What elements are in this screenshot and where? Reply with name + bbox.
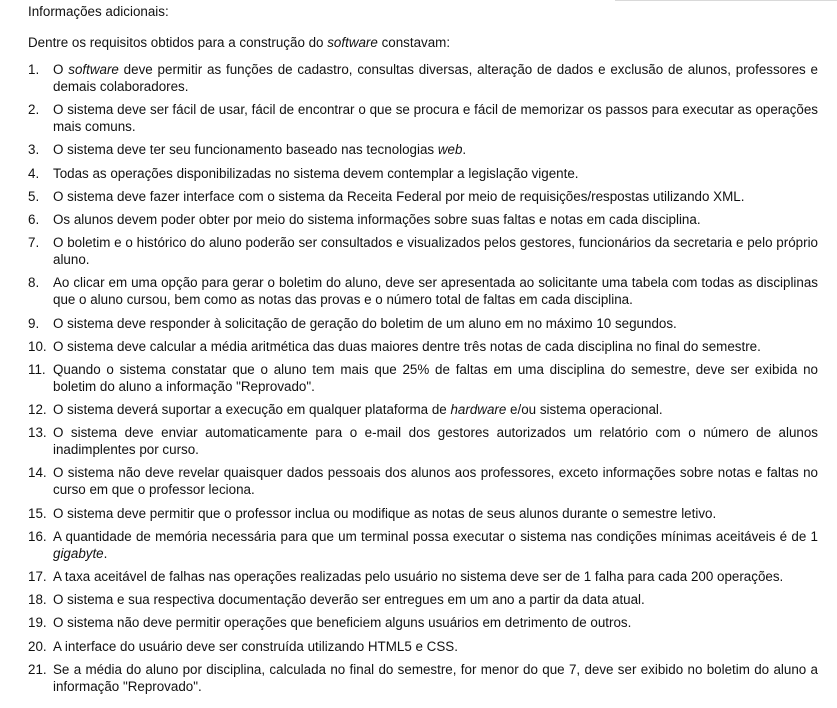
requirement-number: 7. — [28, 235, 40, 251]
requirement-number: 19. — [28, 615, 47, 631]
intro-text-after: constavam: — [377, 35, 451, 50]
requirement-text — [53, 661, 818, 695]
requirement-text-run: A quantidade de memória necessária para que um terminal possa executar o sistema nas condições mínimas aceitáveis é de 1 — [53, 528, 818, 544]
requirement-text — [53, 464, 818, 498]
requirement-text-run: deve permitir as funções de cadastro, consultas diversas, alteração de dados e exclusão de alunos, professores e demais colaboradores. — [53, 62, 818, 94]
requirement-text — [53, 591, 818, 608]
intro-paragraph — [28, 34, 818, 51]
requirement-text — [53, 614, 818, 631]
section-heading: Informações adicionais: — [28, 4, 169, 19]
requirement-item — [28, 661, 818, 695]
requirement-number: 15. — [28, 505, 47, 521]
requirement-text — [53, 361, 818, 395]
requirement-item — [28, 614, 818, 631]
requirement-number: 8. — [28, 275, 40, 291]
requirement-text — [53, 274, 818, 308]
requirement-number: 21. — [28, 661, 47, 677]
requirement-item — [28, 315, 818, 332]
requirement-text-run: . — [462, 142, 467, 158]
requirement-text-italic: web — [437, 142, 463, 158]
requirement-item — [28, 188, 818, 205]
requirement-number: 1. — [28, 62, 40, 77]
requirement-text — [53, 188, 818, 205]
requirement-text-run: e/ou sistema operacional. — [506, 402, 663, 418]
requirement-item — [28, 361, 818, 395]
requirement-number: 13. — [28, 425, 47, 441]
requirement-number: 14. — [28, 465, 47, 481]
requirement-text — [53, 338, 818, 355]
requirement-text — [53, 638, 818, 655]
requirement-text-run: O sistema deve ter seu funcionamento baseado nas tecnologias — [53, 142, 438, 158]
requirement-text — [53, 141, 818, 158]
requirement-item — [28, 141, 818, 158]
requirement-item — [28, 274, 818, 308]
requirement-text-run: O sistema deve enviar automaticamente para o e-mail dos gestores autorizados um relatório com o número de alunos inadimplentes por curso. — [53, 425, 818, 458]
requirement-number: 16. — [28, 528, 47, 544]
intro-text-italic: software — [327, 35, 378, 50]
requirement-text-run: O sistema deve ser fácil de usar, fácil de encontrar o que se procura e fácil de memorizar os passos para executar as operações mais comuns. — [53, 102, 818, 135]
requirement-number: 12. — [28, 402, 47, 418]
document-body — [28, 3, 818, 695]
requirement-item — [28, 528, 818, 562]
requirement-text-run: Todas as operações disponibilizadas no sistema devem contemplar a legislação vigente. — [53, 165, 579, 181]
requirement-item — [28, 505, 818, 522]
requirement-text-run: O sistema deve responder à solicitação de geração do boletim de um aluno em no máximo 10 segundos. — [53, 315, 677, 331]
requirement-text-run: O sistema deve fazer interface com o sistema da Receita Federal por meio de requisições/respostas utilizando XML. — [53, 188, 745, 204]
requirement-text-run: . — [103, 545, 108, 561]
requirement-number: 17. — [28, 569, 47, 584]
requirement-text — [53, 528, 818, 562]
requirement-text-italic: software — [68, 62, 119, 77]
requirement-item — [28, 401, 818, 418]
requirement-number: 9. — [28, 315, 40, 331]
requirement-number: 6. — [28, 211, 40, 227]
requirement-number: 20. — [28, 638, 47, 654]
requirement-text-italic: hardware — [450, 402, 507, 418]
requirement-item — [28, 165, 818, 182]
requirement-text — [53, 315, 818, 332]
requirement-number: 2. — [28, 102, 40, 118]
requirement-text-run: O sistema deve calcular a média aritmética das duas maiores dentre três notas de cada disciplina no final do semestre. — [53, 338, 761, 354]
requirement-text — [53, 61, 818, 95]
requirement-item — [28, 591, 818, 608]
requirement-text — [53, 568, 818, 585]
requirement-number: 10. — [28, 338, 47, 354]
requirement-text-italic: gigabyte — [53, 545, 104, 561]
requirement-item — [28, 211, 818, 228]
requirement-text-run: O sistema não deve revelar quaisquer dados pessoais dos alunos aos professores, exceto informações sobre notas e faltas no curso em que o professor leciona. — [53, 465, 818, 498]
requirement-text-run: O sistema deve permitir que o professor inclua ou modifique as notas de seus alunos durante o semestre letivo. — [53, 505, 717, 521]
requirement-item — [28, 424, 818, 458]
requirement-text-run: Quando o sistema constatar que o aluno tem mais que 25% de faltas em uma disciplina do semestre, deve ser exibida no boletim do aluno a informação "Reprovado". — [53, 361, 818, 394]
requirement-text — [53, 234, 818, 268]
requirement-text-run: O boletim e o histórico do aluno poderão ser consultados e visualizados pelos gestores, funcionários da secretaria e pelo próprio aluno. — [53, 235, 818, 268]
requirement-text — [53, 101, 818, 135]
requirement-number: 3. — [28, 142, 40, 158]
requirement-item — [28, 234, 818, 268]
requirement-text-run: O sistema não deve permitir operações que beneficiem alguns usuários em detrimento de outros. — [53, 615, 632, 631]
requirement-number: 4. — [28, 165, 40, 181]
requirement-item — [28, 338, 818, 355]
requirement-text-run: A taxa aceitável de falhas nas operações realizadas pelo usuário no sistema deve ser de 1 falha para cada 200 operações. — [53, 569, 784, 584]
requirement-text — [53, 505, 818, 522]
requirement-text-run: O sistema deverá suportar a execução em qualquer plataforma de — [53, 402, 451, 418]
requirement-item — [28, 61, 818, 95]
requirement-text — [53, 401, 818, 418]
requirement-item — [28, 638, 818, 655]
requirement-item — [28, 464, 818, 498]
requirement-text — [53, 165, 818, 182]
requirement-text-run: O sistema e sua respectiva documentação deverão ser entregues em um ano a partir da data atual. — [53, 592, 645, 608]
intro-text-before: Dentre os requisitos obtidos para a construção do — [28, 35, 328, 50]
requirement-number: 18. — [28, 592, 47, 608]
requirement-item — [28, 101, 818, 135]
requirement-text — [53, 211, 818, 228]
requirement-text-run: Os alunos devem poder obter por meio do sistema informações sobre suas faltas e notas em cada disciplina. — [53, 211, 701, 227]
requirement-number: 11. — [28, 361, 46, 377]
requirement-text — [53, 424, 818, 458]
requirement-number: 5. — [28, 188, 40, 204]
requirement-text-run: O — [53, 62, 69, 77]
requirement-item — [28, 568, 818, 585]
requirement-text-run: Ao clicar em uma opção para gerar o boletim do aluno, deve ser apresentada ao solicitante uma tabela com todas as disciplinas que o aluno cursou, bem como as notas das provas e o número total de faltas em cada disciplina. — [53, 275, 818, 308]
requirements-list — [28, 61, 818, 695]
top-border-line — [615, 0, 837, 1]
requirement-text-run: Se a média do aluno por disciplina, calculada no final do semestre, for menor do que 7, deve ser exibido no boletim do aluno a informação "Reprovado". — [53, 661, 818, 694]
requirement-text-run: A interface do usuário deve ser construída utilizando HTML5 e CSS. — [53, 638, 458, 654]
